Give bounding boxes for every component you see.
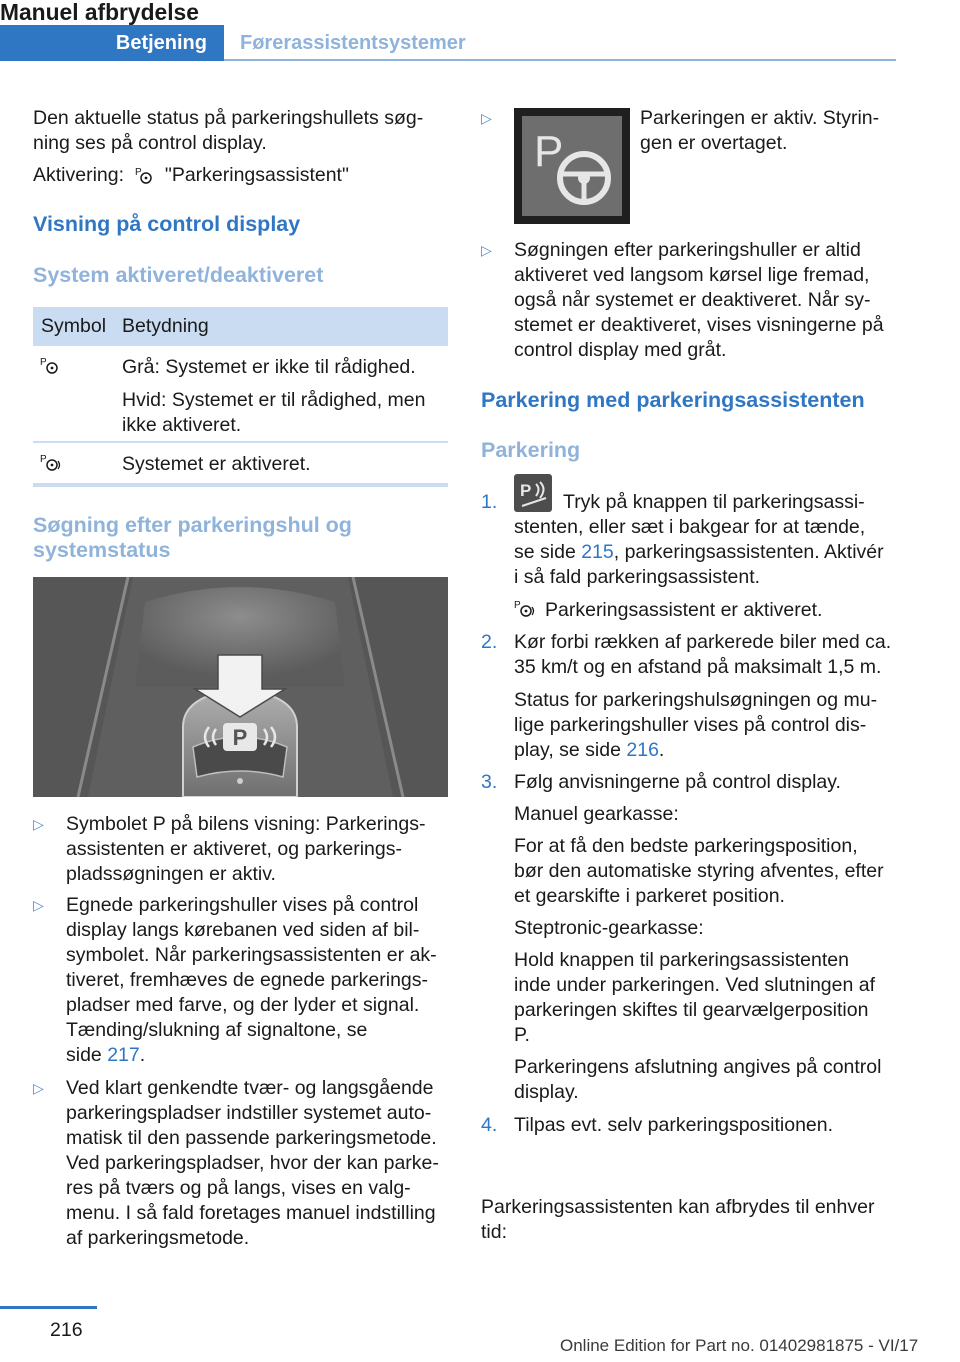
page-link-217[interactable]: 217	[107, 1044, 140, 1066]
activation-line	[33, 163, 349, 188]
heading-display: Visning på control display	[33, 212, 301, 236]
step4-line-1: Tilpas evt. selv parkeringspositionen.	[514, 1114, 834, 1136]
svg-text:P: P	[40, 454, 47, 465]
header-rule	[224, 59, 896, 61]
search-line-1: Søgningen efter parkeringshuller er altid	[514, 239, 861, 261]
bullet-1-line-2: assistenten er aktiveret, og parkerings-	[66, 838, 402, 860]
active-line-1: Parkeringen er aktiv. Styrin-	[640, 107, 880, 129]
bullet-2-line-7: side 217.	[66, 1044, 146, 1066]
bullet-1-line-1: Symbolet P på bilens visning: Parkerings-	[66, 813, 426, 835]
step3-line-2: Manuel gearkasse:	[514, 803, 679, 825]
step-number-3: 3.	[481, 771, 498, 793]
table-col-symbol: Symbol	[41, 315, 107, 337]
heading-manual: Manuel afbrydelse	[0, 0, 199, 25]
heading-parkering: Parkering	[481, 438, 581, 462]
bullet-triangle-icon: ▷	[481, 110, 492, 126]
bullet-2-line-1: Egnede parkeringshuller vises på control	[66, 894, 419, 916]
intro-line-2: ning ses på control display.	[33, 132, 267, 154]
step3-line-4: bør den automatiske styring afventes, efter	[514, 860, 884, 882]
bullet-3-line-5: res på tværs og på langs, vises en valg-	[66, 1177, 411, 1199]
activation-value: "Parkeringsassistent"	[164, 164, 349, 186]
table-row1-a: Grå: Systemet er ikke til rådighed.	[122, 356, 416, 378]
bullet-2-line-6: Tænding/slukning af signaltone, se	[66, 1019, 368, 1041]
bullet-3-line-3: matisk til den passende parkeringsmetode.	[66, 1127, 437, 1149]
step3-line-6: Steptronic-gearkasse:	[514, 917, 704, 939]
bullet-triangle-icon: ▷	[481, 242, 492, 258]
manual-line-2: tid:	[481, 1221, 508, 1243]
search-line-4: stemet er deaktiveret, vises visningerne på	[514, 314, 884, 336]
bullet-2-line-4: tiveret, fremhæves de egnede parkerings-	[66, 969, 429, 991]
search-line-5: control display med gråt.	[514, 339, 727, 361]
svg-text:P: P	[534, 127, 564, 176]
page-link-215[interactable]: 215	[581, 541, 614, 563]
bullet-2-line-5: pladser med farve, og der lyder et signal.	[66, 994, 420, 1016]
svg-text:P: P	[514, 600, 521, 611]
table-row1-b2: ikke aktiveret.	[122, 414, 242, 436]
step1-line-2: stenten, eller sæt i bakgear for at tænde,	[514, 516, 866, 538]
parking-assist-icon	[129, 165, 159, 187]
bullet-3-line-1: Ved klart genkendte tvær- og langsgående	[66, 1077, 434, 1099]
step-number-4: 4.	[481, 1114, 498, 1136]
step2-line-4: lige parkeringshuller vises på control dis-	[514, 714, 867, 736]
svg-text:P: P	[40, 357, 47, 368]
bullet-3-line-2: parkeringspladser indstiller systemet auto-	[66, 1102, 432, 1124]
parking-button-icon	[514, 474, 552, 512]
step3-line-7: Hold knappen til parkeringsassistenten	[514, 949, 849, 971]
page-link-216[interactable]: 216	[626, 739, 659, 761]
step3-line-8: inde under parkeringen. Ved slutningen af	[514, 974, 876, 996]
search-line-3: også når systemet er deaktiveret. Når sy-	[514, 289, 871, 311]
bullet-3-line-4: Ved parkeringspladser, hvor der kan parke-	[66, 1152, 439, 1174]
step2-line-1: Kør forbi rækken af parkerede biler med ca.	[514, 631, 892, 653]
page-header	[0, 0, 896, 62]
table-row1-b1: Hvid: Systemet er til rådighed, men	[122, 389, 426, 411]
parking-active-icon	[38, 452, 68, 474]
step1-line-3: se side 215, parkeringsassistenten. Aktivér	[514, 541, 884, 563]
page-number: 216	[50, 1319, 83, 1341]
heading-system: System aktiveret/deaktiveret	[33, 263, 324, 287]
step2-line-3: Status for parkeringshulsøgningen og mu-	[514, 689, 878, 711]
car-p-label: P	[232, 725, 248, 750]
bullet-triangle-icon: ▷	[33, 897, 44, 913]
step1-line-4: i så fald parkeringsassistent.	[514, 566, 761, 588]
table-row-divider	[33, 441, 448, 443]
bullet-1-line-3: pladssøgningen er aktiv.	[66, 863, 276, 885]
heading-search-2: systemstatus	[33, 538, 171, 562]
bullet-triangle-icon: ▷	[33, 1080, 44, 1096]
active-line-2: gen er overtaget.	[640, 132, 788, 154]
svg-text:P: P	[135, 166, 143, 178]
tab-forerassistentsystemer: Førerassistentsystemer	[240, 32, 466, 54]
svg-text:P: P	[520, 481, 532, 500]
intro-line-1: Den aktuelle status på parkeringshullets søg-	[33, 107, 424, 129]
parking-assist-icon	[38, 355, 68, 377]
bullet-2-line-2: display langs kørebanen ved siden af bil-	[66, 919, 420, 941]
bullet-3-line-7: af parkeringsmetode.	[66, 1227, 250, 1249]
parking-active-icon	[512, 598, 542, 620]
step-number-1: 1.	[481, 491, 498, 513]
activation-label: Aktivering:	[33, 164, 125, 186]
step3-line-5: et gearskifte i parkeret position.	[514, 885, 785, 907]
parking-active-large-icon	[514, 108, 630, 224]
bullet-triangle-icon: ▷	[33, 816, 44, 832]
manual-line-1: Parkeringsassistenten kan afbrydes til enhver	[481, 1196, 875, 1218]
step3-line-11: Parkeringens afslutning angives på control	[514, 1056, 882, 1078]
tab-betjening: Betjening	[0, 25, 224, 61]
step1-note: Parkeringsassistent er aktiveret.	[545, 599, 823, 621]
footer-bar	[0, 1306, 97, 1309]
step2-line-2: 35 km/t og en afstand på maksimalt 1,5 m.	[514, 656, 882, 678]
bullet-2-line-3: symbolet. Når parkeringsassistenten er ak-	[66, 944, 437, 966]
table-end-rule	[33, 483, 448, 487]
footer-edition: Online Edition for Part no. 01402981875 - VI/17	[560, 1336, 919, 1355]
table-col-meaning: Betydning	[122, 315, 209, 337]
step3-line-1: Følg anvisningerne på control display.	[514, 771, 841, 793]
search-line-2: aktiveret ved langsom kørsel lige fremad,	[514, 264, 870, 286]
bullet-3-line-6: menu. I så fald foretages manuel indstilling	[66, 1202, 436, 1224]
parking-search-illustration	[33, 577, 448, 797]
step3-line-3: For at få den bedste parkeringsposition,	[514, 835, 858, 857]
step3-line-9: parkeringen skiftes til gearvælgerposition	[514, 999, 869, 1021]
table-row2: Systemet er aktiveret.	[122, 453, 311, 475]
step2-line-5: play, se side 216.	[514, 739, 665, 761]
heading-search-1: Søgning efter parkeringshul og	[33, 513, 352, 537]
step3-line-12: display.	[514, 1081, 579, 1103]
step3-line-10: P.	[514, 1024, 530, 1046]
heading-parking-assist: Parkering med parkeringsassistenten	[481, 388, 865, 412]
step-number-2: 2.	[481, 631, 498, 653]
step1-line-1: Tryk på knappen til parkeringsassi-	[563, 491, 865, 513]
